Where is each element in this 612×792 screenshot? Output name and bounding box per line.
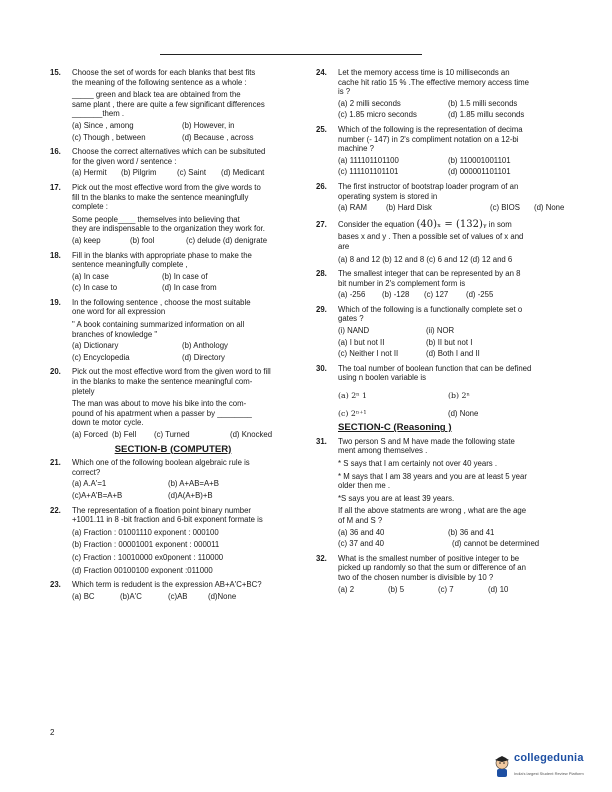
question-17: 17. Pick out the most effective word from the give words to fill tn the blanks to make the sentence meaningfully complete : Some people____ themselves into believing that they are indispensable to the organization they work for. (a) keep (b) fool (c) delude (d) denigrate (46, 183, 300, 246)
right-column (312, 68, 566, 599)
options-row: (c) Though , between (d) Because , across (72, 132, 254, 142)
options-row: (c) 111101101101 (d) 000001101101 (338, 167, 511, 177)
options-row: (c) 2ⁿ⁺¹ (d) None (338, 408, 479, 418)
collegedunia-logo (492, 750, 602, 784)
options-row: (c)A+A'B=A+B (d)A(A+B)+B (72, 490, 213, 500)
brand-name: collegedunia (514, 752, 584, 764)
options-row: (a) Since , among (b) However, in (72, 120, 235, 130)
options-row: (a) BC (b)A'C (c)AB (d)None (72, 591, 237, 601)
options-row: (a) Dictionary (b) Anthology (72, 341, 228, 351)
options-row: (c) 37 and 40 (d) cannot be determined (338, 539, 540, 549)
question-26: 26. The first instructor of bootstrap loader program of an operating system is stored in (a) RAM (b) Hard Disk (c) BIOS (d) None (316, 181, 565, 213)
question-31: 31. Two person S and M have made the following state ment among themselves . * S says that I am certainly not over 40 years . * M says that I am 38 years and you are at least 5 year older then me . *S says you are at least 39 years. If all the above statments are wrong , what are the age of M and S ? (a) 36 and 40 (b) 36 and 41 (c) 37 and 40 (d) cannot be determined (312, 437, 566, 549)
question-23: 23. Which term is redudent is the expression AB+A'C+BC? (a) BC (b)A'C (c)AB (d)None (46, 580, 300, 601)
options-row: (a) I but not II (b) II but not I (338, 337, 473, 347)
options-row: (a) 2 (b) 5 (c) 7 (d) 10 (338, 584, 509, 594)
options-row: (c) Neither I not II (d) Both I and II (338, 349, 480, 359)
question-21: 21. Which one of the following boolean algebraic rule is correct? (a) A.A'=1 (b) A+AB=A+B (c)A+A'B=A+B (d)A(A+B)+B (46, 458, 300, 500)
mascot-icon (492, 754, 512, 778)
options-row: (c) Encyclopedia (d) Directory (72, 352, 225, 362)
section-b-heading: SECTION-B (COMPUTER) (114, 443, 232, 455)
options-row: (a) 111101101100 (b) 110001001101 (338, 155, 511, 165)
question-28: 28. The smallest integer that can be represented by an 8 bit number in 2's complement form is (a) -256 (b) -128 (c) 127 (d) -255 (312, 269, 566, 300)
page-number: 2 (50, 728, 55, 737)
question-15: 15. Choose the set of words for each blanks that best fits the meaning of the following sentence as a whole : _____ green and black tea are obtained from the same plant , there are quite a few significant differences _______them . (a) Since , among (b) However, in (c) Though , between (d) Because , across (46, 68, 300, 142)
options-row: (a) Forced (b) Fell (c) Turned (d) Knocked (72, 430, 273, 439)
question-27: 27. Consider the equation (40)ₓ = (132)ᵧ in som bases x and y . Then a possible set of values of x and are (a) 8 and 12 (b) 12 and 8 (c) 6 and 12 (d) 12 and 6 (316, 218, 524, 264)
question-25: 25. Which of the following is the representation of decima number (- 147) in 2's compliment notation on a 12-bi machine ? (a) 111101101100 (b) 110001001101 (c) 111101101101 (d) 000001101101 (312, 125, 566, 177)
question-16: 16. Choose the correct alternatives which can be subsituted for the given word / sentence : (a) Hermit (b) Pilgrim (c) Saint (d) Medicant (46, 147, 300, 178)
question-19: 19. In the following sentence , choose the most suitable one word for all expression " A book containing summarized information on all branches of knowledge " (a) Dictionary (b) Anthology (c) Encyclopedia (d) Directory (46, 298, 300, 363)
options-row: (a) 2ⁿ 1 (b) 2ⁿ (338, 391, 470, 401)
question-20: 20. Pick out the most effective word from the given word to fill in the blanks to make the sentence meaningful com- pletely The man was about to move his bike into the com- pound of his apatrment when a passer by ________ down te motor cycle. (a) Forced (b) Fell (c) Turned (d) Knocked (46, 367, 300, 439)
options-row: (a) A.A'=1 (b) A+AB=A+B (72, 479, 219, 489)
question-24: 24. Let the memory access time is 10 milliseconds an cache hit ratio 15 % .The effective memory access time is ? (a) 2 milli seconds (b) 1.5 milli seconds (c) 1.85 micro seconds (d) 1.85 millu seconds (312, 68, 566, 120)
options-row: (a) In case (b) In case of (72, 271, 208, 281)
left-column (46, 68, 300, 606)
question-22: 22. The representation of a floation point binary number +1001.11 in 8 -bit fraction and 6-bit exponent formate is (a) Fraction : 01001110 exponent : 000100 (b) Fraction : 00001001 exponent : 000011 (c) Fraction : 10010000 ex0ponent : 110000 (d) Fraction 00100100 exponent :011000 (50, 505, 263, 575)
options-row: (a) 36 and 40 (b) 36 and 41 (338, 527, 495, 537)
brand-tagline: India's largest Student Review Platform (514, 771, 584, 776)
options-row: (i) NAND (ii) NOR (338, 326, 455, 336)
question-30: 30. The toal number of boolean function that can be defined using n boolen variable is (a) 2ⁿ 1 (b) 2ⁿ (c) 2ⁿ⁺¹ (d) None (312, 364, 566, 418)
header-rule (160, 54, 422, 55)
options-row: (c) In case to (d) In case from (72, 283, 217, 293)
options-row: (a) -256 (b) -128 (c) 127 (d) -255 (338, 290, 494, 300)
options-row: (a) keep (b) fool (c) delude (d) denigrate (72, 235, 268, 245)
options-row: (a) RAM (b) Hard Disk (c) BIOS (d) None (338, 203, 565, 213)
question-29: 29. Which of the following is a functionally complete set o gates ? (i) NAND (ii) NOR (a) I but not II (b) II but not I (c) Neither I not II (d) Both I and II (312, 305, 566, 359)
section-c-heading: SECTION-C (Reasoning ) (338, 422, 452, 434)
equation: (40)ₓ = (132)ᵧ (416, 218, 487, 230)
options-row: (c) 1.85 micro seconds (d) 1.85 millu seconds (338, 110, 525, 120)
options-row: (a) 2 milli seconds (b) 1.5 milli seconds (338, 98, 518, 108)
options-row: (a) Hermit (b) Pilgrim (c) Saint (d) Medicant (72, 168, 265, 178)
question-32: 32. What is the smallest number of positive integer to be picked up randomly so that the sum or difference of an two of the chosen number is divisible by 10 ? (a) 2 (b) 5 (c) 7 (d) 10 (312, 554, 566, 594)
question-18: 18. Fill in the blanks with appropriate phase to make the sentence meaningfully complete , (a) In case (b) In case of (c) In case to (d) In case from (46, 251, 300, 293)
